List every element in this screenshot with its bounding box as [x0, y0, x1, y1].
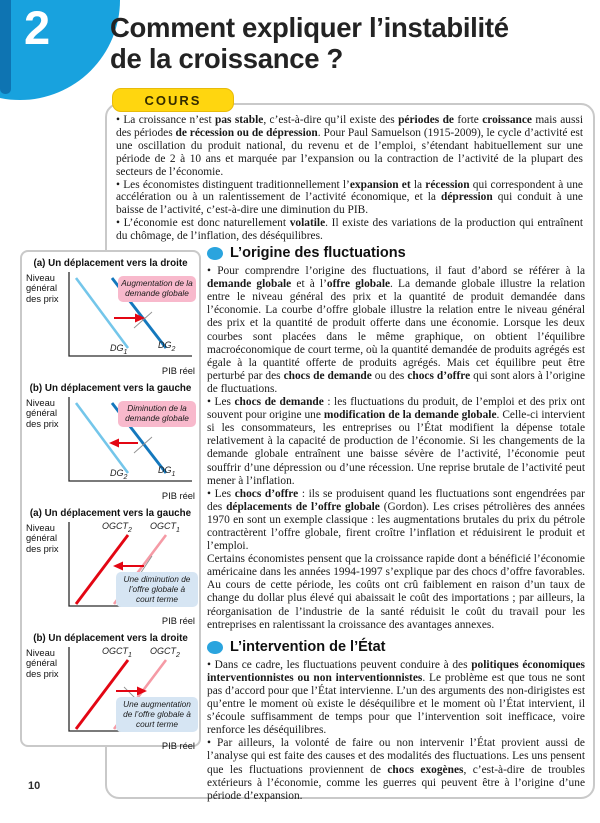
chapter-number: 2 [24, 1, 51, 54]
annotation-box: Une diminution de l’offre globale à court terme [116, 572, 198, 607]
x-axis-label: PIB réel [161, 616, 195, 626]
curve-label: $OGCT_2$ [102, 521, 132, 534]
course-paragraph: • Les chocs d’offre : ils se produisent quand les fluctuations sont engendrées par des déplacements de l’offre globale (Gordon). Les crises pétrolières des années 1970 en sont un exemple classique : les augmentations brutales du prix du pétrole contractèrent l’offre globale, firent croître l’inflation et réduisirent le produit et l’emploi. [207, 487, 585, 553]
diagram-panel [20, 250, 201, 751]
y-axis-label: Niveau général des prix [26, 398, 59, 429]
diagram-caption: (b) Un déplacement vers la droite [33, 633, 188, 644]
diagram-plot [64, 397, 194, 491]
chapter-circle [0, 0, 120, 100]
intro-paragraph: • La croissance n’est pas stable, c’est-à-dire qu’il existe des périodes de forte croissance mais aussi des périodes de récession ou de dépression. Pour Paul Samuelson (1915-2009), le cycle d’activité est une oscillation du produit national, du revenu et de l’emploi, s’étendant habituellement sur une période de 2 à 10 ans et marquée par l’expansion ou la contraction de l’activité de la plupart des secteurs de l’économie. [116, 114, 583, 178]
x-axis-label: PIB réel [161, 741, 195, 751]
course-paragraph: • Dans ce cadre, les fluctuations peuvent conduire à des politiques économiques interventionnistes ou non interventionnistes. Le problème est que tous ne sont pas d’accord pour que l’État intervienne. L’un des arguments des non-dirigistes est qu’entre le moment où existe le déséquilibre et le moment où l’État intervient, il s’écoule suffisamment de temps pour que l’intervention soit inefficace, voire renforce les déséquilibres. [207, 658, 586, 737]
diagram-supply-shift-right [22, 633, 199, 756]
bullet-dot-icon [207, 641, 223, 654]
curve-label: $DG_2$ [110, 468, 128, 481]
course-paragraph: • Pour comprendre l’origine des fluctuations, il faut d’abord se référer à la demande globale et à l’offre globale. La demande globale illustre la relation entre le niveau général des prix et la quantité de produit demandée dans l’économie. La courbe d’offre globale illustre la relation entre le niveau général des prix et la quantité de produit offerte dans une économie. Lorsque les deux courbes sont placées dans le même graphique, on obtient l’équilibre macroéconomique de court terme, où la quantité demandée de produits agrégés est égale à la quantité offerte de produits agrégés. Mais cet équilibre peut être perturbé par des chocs de demande ou des chocs d’offre qui sont alors à l’origine de fluctuations. [207, 265, 586, 395]
annotation-box: Diminution de la demande globale [118, 401, 196, 427]
intro-text [116, 114, 583, 243]
page-number: 10 [28, 780, 41, 792]
section-heading-label: L’origine des fluctuations [230, 245, 406, 261]
diagram-supply-shift-left [22, 508, 199, 631]
course-text-column [207, 247, 585, 803]
section-heading-fluctuations [207, 247, 585, 260]
edge-strip [0, 0, 11, 94]
curve-label: $OGCT_1$ [102, 646, 132, 659]
diagram-demand-shift-left [22, 383, 199, 506]
curve-label: $DG_1$ [158, 465, 176, 478]
diagram-caption: (a) Un déplacement vers la droite [33, 258, 188, 269]
curve-label: $DG_2$ [158, 340, 176, 353]
diagram-plot [64, 647, 194, 741]
annotation-box: Une augmentation de l’offre globale à court terme [116, 697, 198, 732]
y-axis-label: Niveau général des prix [26, 523, 59, 554]
section-heading-intervention [207, 638, 585, 655]
x-axis-label: PIB réel [161, 491, 195, 501]
y-axis-label: Niveau général des prix [26, 273, 59, 304]
page-title-line1: Comment expliquer l’instabilité [110, 12, 509, 43]
bullet-dot-icon [207, 247, 223, 260]
intro-paragraph: • L’économie est donc naturellement volatile. Il existe des variations de la production qui entraînent du chômage, de l’inflation, des déséquilibres. [116, 217, 583, 243]
diagram-plot [64, 272, 194, 366]
diagram-caption: (a) Un déplacement vers la gauche [29, 508, 192, 519]
y-axis-label: Niveau général des prix [26, 648, 59, 679]
course-paragraph: • Par ailleurs, la volonté de faire ou non intervenir l’État provient aussi de l’analyse qui est faite des causes et des modalités des fluctuations. Les uns pensent que les fluctuations proviennent de chocs exogènes, c’est-à-dire de troubles extérieurs à l’économie, comme les guerres qui peuvent être à l’origine d’une période d’expansion. [207, 737, 585, 802]
page-title-line2: de la croissance ? [110, 43, 344, 75]
course-paragraph: Certains économistes pensent que la croissance rapide dont a bénéficié l’économie américaine dans les années 1994-1997 s’explique par des chocs d’offre favorables. Au cours de cette période, les coûts ont crû faiblement en raison d’un taux de change du dollar plus élevé qui abaissait le coût des importations ; par ailleurs, la réorganisation de l’industrie de la santé réduisit le coût du travail pour les entreprises en ralentissant la croissance des avantages annexes. [207, 553, 585, 631]
curve-label: $OGCT_2$ [150, 646, 180, 659]
cours-badge: COURS [112, 88, 234, 112]
diagram-caption: (b) Un déplacement vers la gauche [29, 383, 192, 394]
curve-label: $DG_1$ [110, 343, 128, 356]
x-axis-label: PIB réel [161, 366, 195, 376]
diagram-demand-shift-right [22, 258, 199, 381]
curve-label: $OGCT_1$ [150, 521, 180, 534]
section-heading-label: L’intervention de l’État [230, 638, 386, 655]
course-paragraph: • Les chocs de demande : les fluctuations du produit, de l’emploi et des prix ont souvent pour origine une modification de la demande globale. Celle-ci intervient si les consommateurs, les entreprises ou l’État modifient la dépense totale relativement à la capacité de production de l’économie. Si les changements de la demande globale entraînent une baisse sévère de l’activité, l’économie peut souffrir d’une dépression ou d’une récession. Une reprise brutale de l’activité peut mener à l’inflation. [207, 396, 586, 487]
intro-paragraph: • Les économistes distinguent traditionnellement l’expansion et la récession qui correspondent à une accélération ou à un ralentissement de l’activité économique, et la dépression qui conduit à une baisse de l’activité, c’est-à-dire une diminution du PIB. [116, 178, 583, 217]
page-title [110, 12, 509, 74]
annotation-box: Augmentation de la demande globale [118, 276, 196, 302]
diagram-plot [64, 522, 194, 616]
